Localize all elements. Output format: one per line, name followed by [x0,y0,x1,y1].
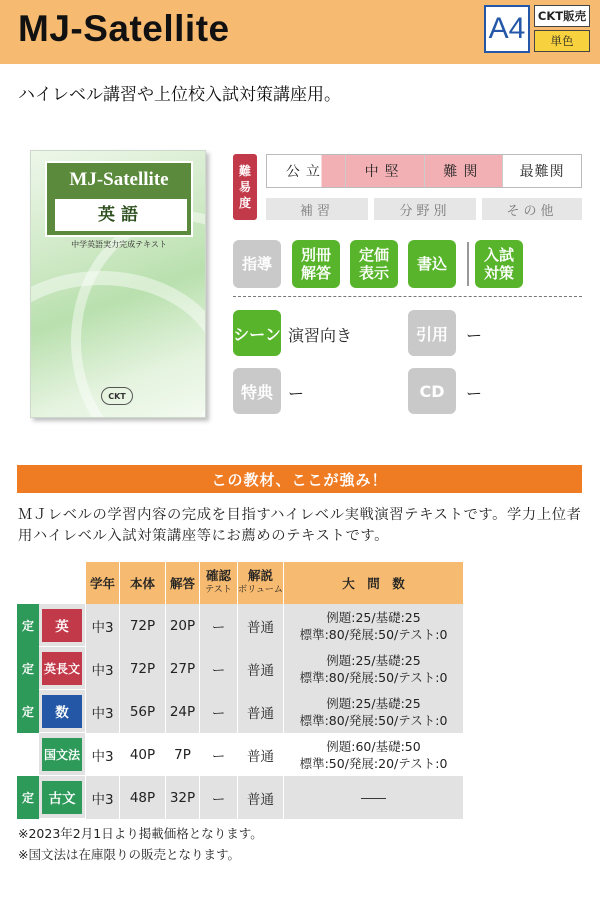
questions-cell [284,604,463,647]
difficulty-scale [266,154,582,188]
seller-badge: CKT販売 [534,5,590,27]
main-pages-cell: 72P [120,647,166,690]
feature-label: 指導 [241,255,272,273]
subject-cell [39,690,86,733]
subject-label: 英 [42,609,82,642]
questions-line: 例題:25/基礎:25 [326,652,421,668]
questions-cell [284,647,463,690]
feature-badge-exam-prep [475,240,523,288]
main-pages-cell: 40P [120,733,166,776]
book-subject: 英語 [55,199,187,231]
print-color-badge: 単色 [534,30,590,52]
subtitle: ハイレベル講習や上位校入試対策講座用。 [18,85,341,105]
feature-badge-writable [408,240,456,288]
teika-mark: 定 [17,647,39,690]
explain-volume-cell: 普通 [238,733,284,776]
header-check-top: 確認 [205,568,231,583]
grade-cell: 中3 [86,604,120,647]
book-title: MJ-Satellite [69,169,169,190]
check-test-cell: ー [200,733,238,776]
main-pages-cell: 72P [120,604,166,647]
questions-line: 例題:60/基礎:50 [326,738,421,754]
answer-pages-cell: 7P [166,733,200,776]
header-main: 本体 [120,562,166,604]
subject-label: 国文法 [42,738,82,771]
teika-mark: 定 [17,690,39,733]
check-test-cell: ー [200,647,238,690]
difficulty-label-char: 易 [238,180,251,194]
subject-cell [39,733,86,776]
header-answer: 解答 [166,562,200,604]
feature-badge-price-shown [350,240,398,288]
subject-cell [39,647,86,690]
questions-line: 標準:50/発展:20/テスト:0 [299,755,448,771]
bonus-label: 特典 [233,368,281,414]
questions-line: 標準:80/発展:50/テスト:0 [299,626,448,642]
feature-label: 書込 [416,255,447,273]
questions-cell [284,776,463,819]
difficulty-level-hardest: 最難関 [519,164,565,180]
teika-mark: 定 [17,604,39,647]
book-cover-image [30,150,206,418]
check-test-cell: ー [200,604,238,647]
bonus-value: ー [288,384,305,403]
publisher-logo: CKT [101,387,133,405]
feature-label: 表示 [358,264,389,282]
difficulty-level-public: 公立 [267,155,346,187]
header-explain [238,562,284,604]
feature-label: 別冊 [300,246,331,264]
subject-label: 古文 [42,781,82,814]
paper-size-badge: A4 [484,5,530,53]
answer-pages-cell: 27P [166,647,200,690]
answer-pages-cell: 20P [166,604,200,647]
difficulty-level-mid: 中堅 [346,155,425,187]
subject-label: 英長文 [42,652,82,685]
questions-cell [284,690,463,733]
feature-label: 解答 [300,264,331,282]
grade-cell: 中3 [86,776,120,819]
badge-divider [467,242,469,286]
header-grade: 学年 [86,562,120,604]
questions-line: 標準:80/発展:50/テスト:0 [299,669,448,685]
difficulty-label-char: 難 [238,164,251,178]
check-test-cell: ー [200,690,238,733]
page-title: MJ-Satellite [18,8,230,49]
questions-line: 例題:25/基礎:25 [326,695,421,711]
category-other: その他 [482,198,582,220]
header-explain-bottom: ボリューム [238,585,283,595]
header-check [200,562,238,604]
section-title: この教材、ここが強み！ [17,465,582,493]
feature-badge-guidance [233,240,281,288]
cd-value: ー [466,384,483,403]
feature-badge-separate-answers [292,240,340,288]
feature-label: 入試 [483,246,514,264]
questions-line: 例題:25/基礎:25 [326,609,421,625]
description: ＭＪレベルの学習内容の完成を目指すハイレベル実戦演習テキストです。学力上位者用ハイレベル入試対策講座等にお薦めのテキストです。 [18,507,582,544]
explain-volume-cell: 普通 [238,776,284,819]
difficulty-label-char: 度 [238,196,251,210]
answer-pages-cell: 32P [166,776,200,819]
feature-label: 定価 [358,246,389,264]
answer-pages-cell: 24P [166,690,200,733]
book-caption: 中学英語実力完成テキスト [71,240,167,249]
header-explain-top: 解説 [247,568,273,583]
book-title-panel [45,161,193,237]
quote-value: ー [466,326,483,345]
explain-volume-cell: 普通 [238,690,284,733]
difficulty-level-hard: 難関 [425,155,504,187]
category-remedial: 補習 [266,198,368,220]
subject-cell [39,604,86,647]
questions-cell [284,733,463,776]
difficulty-label [233,154,257,220]
feature-label: 対策 [483,264,514,282]
check-test-cell: ー [200,776,238,819]
footnote-stock: ※国文法は在庫限りの販売となります。 [18,847,240,862]
grade-cell: 中3 [86,690,120,733]
header-questions: 大 問 数 [284,562,463,604]
subject-cell [39,776,86,819]
questions-line: ―― [361,790,386,805]
main-pages-cell: 48P [120,776,166,819]
questions-line: 標準:80/発展:50/テスト:0 [299,712,448,728]
cd-label: CD [408,368,456,414]
quote-label: 引用 [408,310,456,356]
teika-mark: 定 [17,776,39,819]
dashed-divider [233,296,582,297]
scene-value: 演習向き [288,326,353,345]
explain-volume-cell: 普通 [238,647,284,690]
scene-label: シーン [233,310,281,356]
footnote-price: ※2023年2月1日より掲載価格となります。 [18,826,263,841]
grade-cell: 中3 [86,733,120,776]
subject-label: 数 [42,695,82,728]
main-pages-cell: 56P [120,690,166,733]
header-check-bottom: テスト [205,585,232,595]
grade-cell: 中3 [86,647,120,690]
explain-volume-cell: 普通 [238,604,284,647]
category-topic: 分野別 [374,198,476,220]
